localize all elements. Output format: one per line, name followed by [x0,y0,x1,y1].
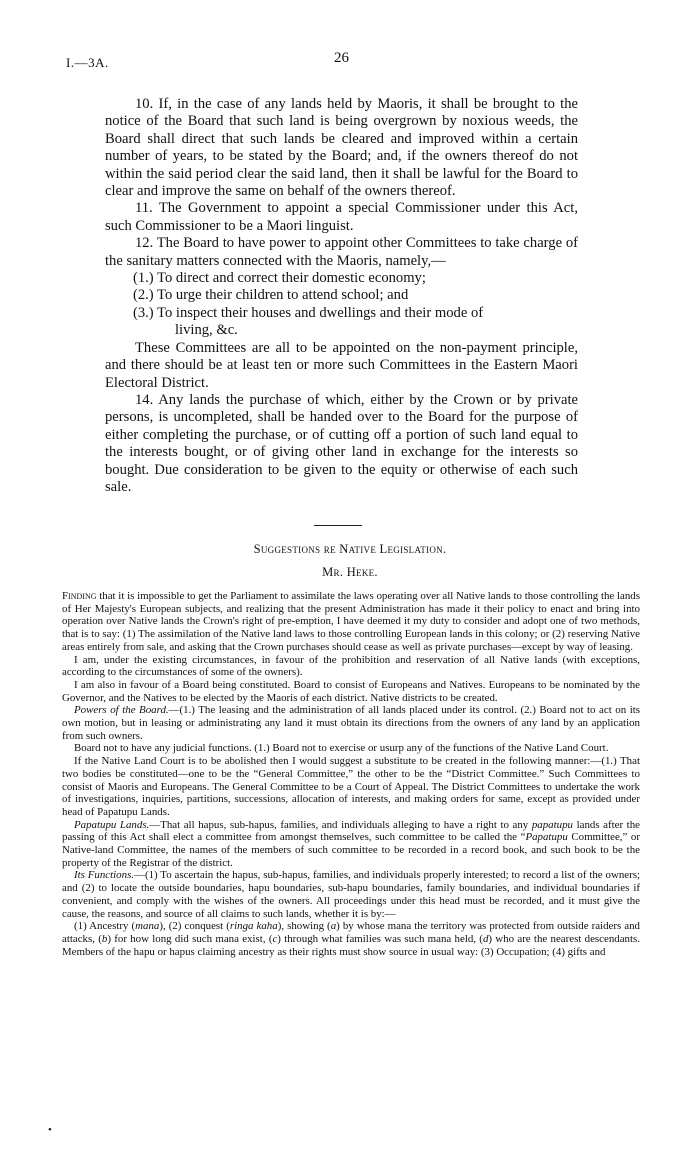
document-reference: I.—3A. [66,55,109,70]
paragraph-papatupu: Papatupu Lands.—That all hapus, sub-hapus, families, and individuals alleging to have a right to any papatupu lands after the passing of this Act shall elect a committee from amongst themselves, such committee to be called the “Papatupu Committee,” or Native-land Committee, the names of the members of such committee to be recorded in a record book, and such book to be the property of the Registrar of the district. [62,818,640,869]
margin-mark: • [48,1124,52,1136]
heading-papatupu: Papatupu Lands. [74,818,150,831]
heading-functions: Its Functions. [74,869,135,882]
clause-12: 12. The Board to have power to appoint other Committees to take charge of the sanitary matters connected with the Maoris, namely,— [105,235,578,269]
paragraph-board: I am also in favour of a Board being constituted. Board to consist of Europeans and Natives. Europeans to be nominated by the Governor, and the Natives to be elected by the Maoris of each district. Native districts to be created. [62,678,640,704]
page-number: 26 [334,50,349,66]
paragraph-prohibition: I am, under the existing circumstances, in favour of the prohibition and reservation of all Native lands (with exceptions, according to the circumstances of some of the owners). [62,653,640,679]
numbered-clauses [105,96,578,496]
clause-12-item-3: (3.) To inspect their houses and dwellings and their mode of [133,304,484,321]
clause-12-item-3-continued: living, &c. [175,322,238,339]
paragraph-functions: Its Functions.—(1) To ascertain the hapus, sub-hapus, families, and individuals properly interested; to record a list of the owners; and (2) to locate the outside boundaries, hapu boundaries, sub-hapu boundaries, family boundaries, and individual boundaries if convenient, and comply with the wishes of the owners. All proceedings under this head must be recorded, and it must give the cause, the reasons, and source of all claims to such lands, whether it is by:— [62,869,640,920]
lead-word: Finding [62,590,97,602]
paragraph-ancestry: (1) Ancestry (mana), (2) conquest (ringa kaha), showing (a) by whose mana the territory was protected from outside raiders and attacks, (b) for how long did such mana exist, (c) through what families was such mana held, (d) who are the nearest descendants. Members of the hapu or hapus claiming ancestry as their rights must show source in usual way: (3) Occupation; (4) gifts and [62,920,640,958]
heading-powers: Powers of the Board. [74,704,169,717]
submission-text [62,590,640,958]
section-author: Mr. Heke. [322,565,378,579]
clause-12-item-2: (2.) To urge their children to attend school; and [133,287,409,304]
paragraph-powers: Powers of the Board.—(1.) The leasing and the administration of all lands placed under its control. (2.) Board not to act on its own motion, but in leasing or administrating any land it must obtain its directions from the owners of any land by an application from such owners. [62,704,640,742]
paragraph-judicial: Board not to have any judicial functions. (1.) Board not to exercise or usurp any of the functions of the Native Land Court. [74,742,609,755]
clause-10: 10. If, in the case of any lands held by Maoris, it shall be brought to the notice of the Board that such land is being overgrown by noxious weeds, the Board shall direct that such lands be cleared and improved within a certain number of years, to be stated by the Board; and, if the owners thereof do not within the said period clear the said land, then it shall be lawful for the Board to clear and improve the same on behalf of the owners thereof. [105,96,578,200]
section-divider [314,525,362,526]
clause-11: 11. The Government to appoint a special Commissioner under this Act, such Commissioner to be a Maori linguist. [105,200,578,234]
committees-paragraph: These Committees are all to be appointed on the non-payment principle, and there should be at least ten or more such Committees in the Eastern Maori Electoral District. [105,339,578,391]
paragraph-finding: Finding that it is impossible to get the Parliament to assimilate the laws operating over all Native lands to those controlling the lands of Her Majesty's European subjects, and realizing that the present Administration has made it their policy to enact and bring into operation over Native lands the Crown's right of pre-emption, I have deemed it my duty to consider and adopt one of two methods, that is to say: (1) The assimilation of the Native land laws to those controlling European lands in this colony; or (2) reserving Native areas entirely from sale, and asking that the Crown purchases should cease as well as private purchases—except by way of leasing. [62,590,640,653]
clause-12-item-1: (1.) To direct and correct their domestic economy; [133,270,426,287]
section-title: Suggestions re Native Legislation. [253,542,447,556]
paragraph-land-court: If the Native Land Court is to be abolished then I would suggest a substitute to be created in the following manner:—(1.) That two bodies be constituted—one to be the “General Committee,” the other to be the “District Committee.” Such Committees to consist of Maoris and Europeans. The General Committee to be a Court of Appeal. The District Committees to undertake the work of investigations, inquiries, partitions, successions, allocation of interests, and making orders for same, except as provided under head of Papatupu Lands. [62,755,640,818]
clause-14: 14. Any lands the purchase of which, either by the Crown or by private persons, is uncompleted, shall be handed over to the Board for the purpose of either completing the purchase, or of cutting off a portion of such land equal to the interests bought, or of giving other land in exchange for the interests so bought. Due consideration to be given to the equity or otherwise of each such sale. [105,391,578,495]
